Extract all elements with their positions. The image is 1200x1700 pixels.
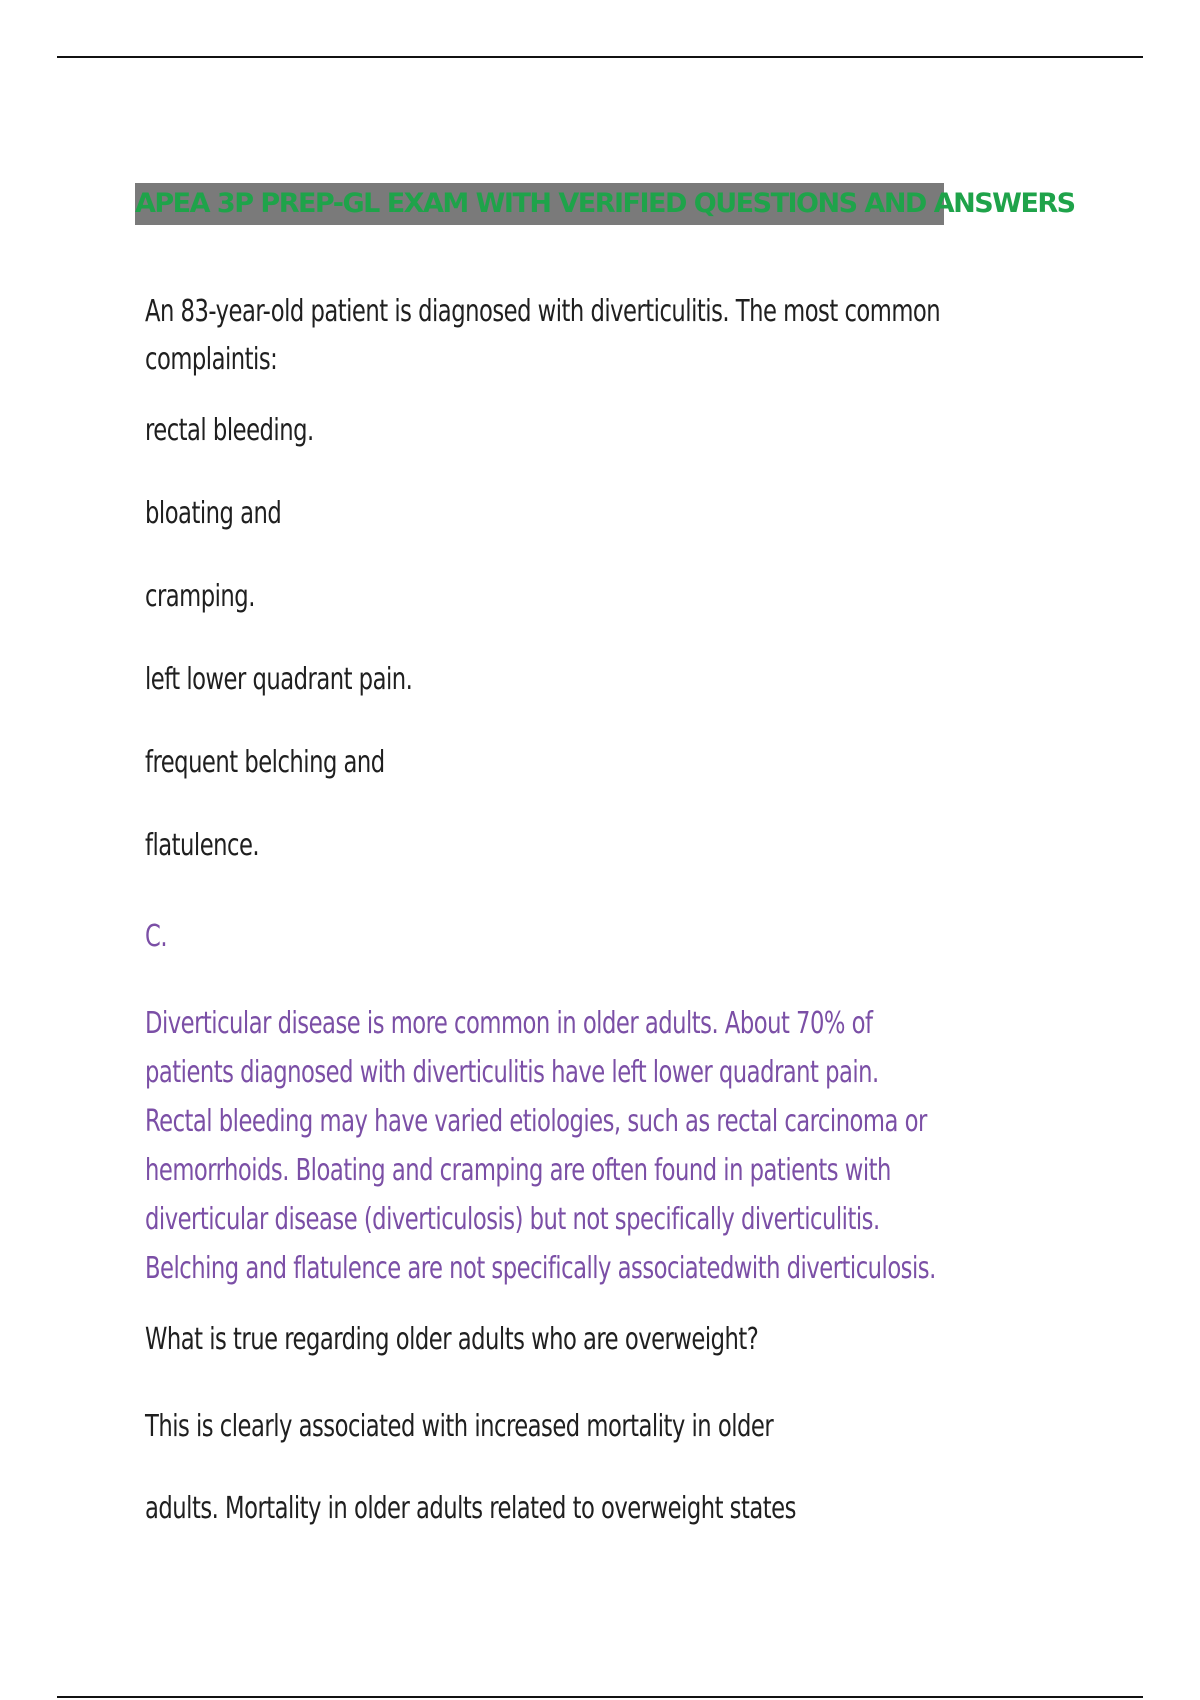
rationale-line-2: patients diagnosed with diverticulitis have left lower quadrant pain. (145, 1055, 879, 1090)
option-bloating: bloating and (145, 496, 282, 531)
question-2: What is true regarding older adults who are overweight? (145, 1322, 759, 1357)
rationale-line-3: Rectal bleeding may have varied etiologies, such as rectal carcinoma or (145, 1104, 927, 1139)
question-1-line-1: An 83-year-old patient is diagnosed with diverticulitis. The most common (145, 294, 941, 329)
question-2-option-line-1: This is clearly associated with increased mortality in older (145, 1409, 774, 1444)
bottom-rule (57, 1696, 1143, 1698)
rationale-line-5: diverticular disease (diverticulosis) but not specifically diverticulitis. (145, 1202, 880, 1237)
option-flatulence: flatulence. (145, 828, 260, 863)
rationale-line-6: Belching and flatulence are not specifically associatedwith diverticulosis. (145, 1251, 936, 1286)
option-cramping: cramping. (145, 579, 255, 614)
option-rectal-bleeding: rectal bleeding. (145, 413, 314, 448)
question-2-option-line-2: adults. Mortality in older adults related to overweight states (145, 1491, 796, 1526)
option-frequent-belching: frequent belching and (145, 745, 385, 780)
question-1-line-2: complaintis: (145, 342, 278, 377)
option-left-lower-quadrant-pain: left lower quadrant pain. (145, 662, 413, 697)
document-title: APEA 3P PREP-GL EXAM WITH VERIFIED QUESTIONS AND ANSWERS (135, 183, 944, 225)
rationale-line-1: Diverticular disease is more common in older adults. About 70% of (145, 1006, 873, 1041)
rationale-line-4: hemorrhoids. Bloating and cramping are often found in patients with (145, 1153, 891, 1188)
top-rule (57, 56, 1143, 58)
answer-letter: C. (145, 919, 168, 954)
